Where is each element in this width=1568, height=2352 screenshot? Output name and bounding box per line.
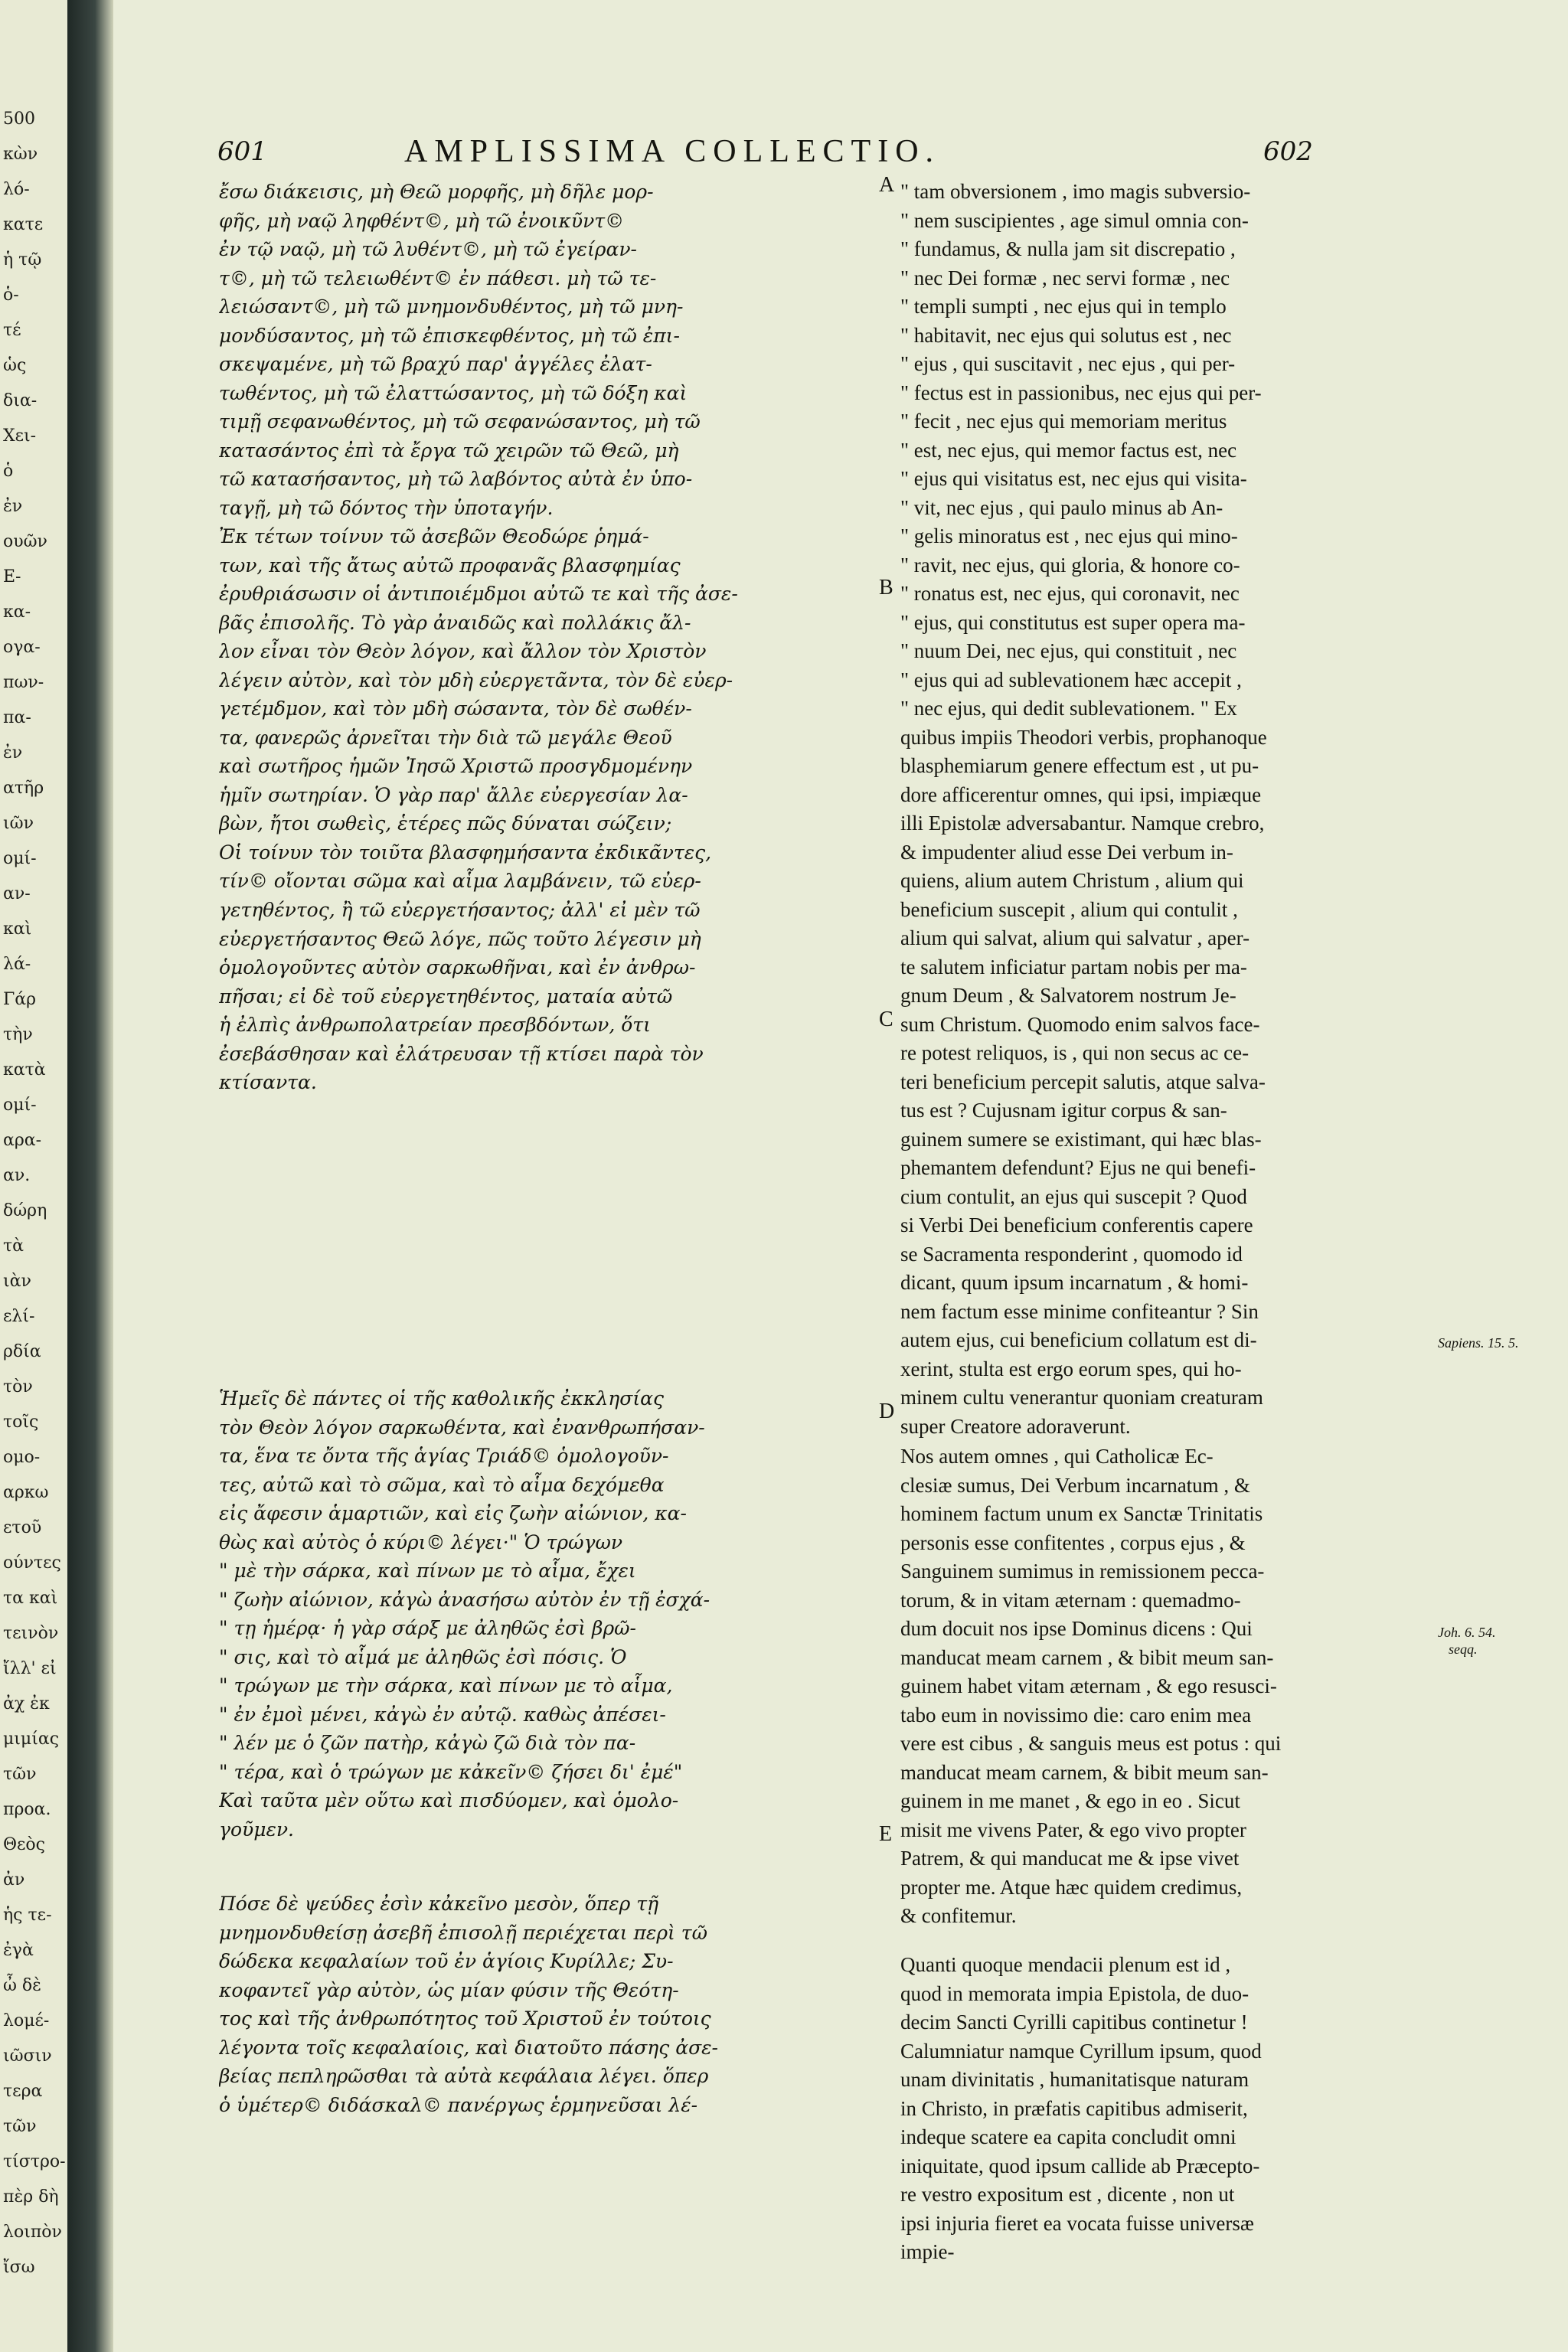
text-line: λον εἶναι τὸν Θεὸν λόγον, καὶ ἄλλον τὸν Χριστὸν xyxy=(219,640,707,662)
text-line: των, καὶ τῆς ἄτως αὐτῶ προφανᾶς βλασφημίας xyxy=(219,554,681,577)
previous-page-fragment: Γάρ xyxy=(3,990,37,1009)
previous-page-fragment: ὦ δὲ xyxy=(3,1976,41,1995)
text-line: se Sacramenta responderint , quomodo id xyxy=(900,1242,1243,1266)
text-line: illi Epistolæ adversabantur. Namque crebro, xyxy=(900,812,1265,835)
text-line: σκεψαμένε, μὴ τῶ βραχύ παρ' ἀγγέλες ἐλατ- xyxy=(219,353,652,375)
text-line: ἐν τῷ ναῷ, μὴ τῶ λυθέντ©, μὴ τῶ ἐγείραν- xyxy=(219,238,637,260)
previous-page-fragment: λομέ- xyxy=(3,2011,50,2030)
text-line: te salutem inficiatur partam nobis per ma- xyxy=(900,955,1247,978)
text-line: quiens, alium autem Christum , alium qui xyxy=(900,869,1244,892)
previous-page-fragment: ὁ xyxy=(3,462,14,481)
text-line: δώδεκα κεφαλαίων τοῦ ἐν ἁγίοις Κυρίλλε; Συ- xyxy=(219,1950,674,1972)
text-line: guinem habet vitam æternam , & ego resusci- xyxy=(900,1674,1277,1697)
text-line: impie- xyxy=(900,2240,955,2263)
text-line: si Verbi Dei beneficium conferentis capere xyxy=(900,1214,1253,1236)
previous-page-fragment: κατε xyxy=(3,215,44,234)
text-line: ipsi injuria fieret ea vocata fuisse universæ xyxy=(900,2211,1254,2235)
text-line: vere est cibus , & sanguis meus est potus : qui xyxy=(900,1732,1282,1755)
margin-note-sapiens: Sapiens. 15. 5. xyxy=(1438,1335,1519,1351)
text-line: ταγῇ, μὴ τῶ δόντος τὴν ὑποταγήν. xyxy=(219,496,554,519)
text-line: iniquitate, quod ipsum callide ab Præcepto- xyxy=(900,2154,1260,2177)
margin-note-joh: Joh. 6. 54. xyxy=(1438,1625,1496,1640)
text-line: τα, ἕνα τε ὄντα τῆς ἁγίας Τριάδ© ὁμολογοῦν- xyxy=(219,1445,669,1467)
previous-page-fragment: ιῶσιν xyxy=(3,2047,52,2066)
previous-page-fragment: δώρη xyxy=(3,1201,47,1220)
text-line: τες, αὐτῶ καὶ τὸ σῶμα, καὶ τὸ αἷμα δεχόμεθα xyxy=(219,1473,665,1496)
text-line: κτίσαντα. xyxy=(219,1071,317,1093)
previous-page-fragment: τα καὶ xyxy=(3,1589,58,1608)
text-line: autem ejus, cui beneficium collatum est di- xyxy=(900,1328,1257,1351)
text-line: " tam obversionem , imo magis subversio- xyxy=(900,180,1251,203)
section-letter-e: E xyxy=(879,1822,893,1846)
text-line: " fecit , nec ejus qui memoriam meritus xyxy=(900,410,1227,433)
text-line: alium qui salvat, alium qui salvatur , aper- xyxy=(900,926,1250,949)
text-line: γετέμδμον, καὶ τὸν μδὴ σώσαντα, τὸν δὲ σωθέν- xyxy=(219,697,692,720)
text-line: " nuum Dei, nec ejus, qui constituit , nec xyxy=(900,639,1237,662)
text-line: & impudenter aliud esse Dei verbum in- xyxy=(900,840,1233,864)
text-line: minem cultu venerantur quoniam creaturam xyxy=(900,1386,1263,1409)
text-line: " ejus, qui constitutus est super opera ma- xyxy=(900,610,1246,634)
text-line: xerint, stulta est ergo eorum spes, qui ho- xyxy=(900,1357,1242,1380)
text-line: φῆς, μὴ ναῷ ληφθέντ©, μὴ τῶ ἐνοικῦντ© xyxy=(219,209,625,232)
book-gutter xyxy=(67,0,113,2352)
text-line: " vit, nec ejus , qui paulo minus ab An- xyxy=(900,495,1223,519)
text-line: super Creatore adoraverunt. xyxy=(900,1414,1131,1438)
text-line: μονδύσαντος, μὴ τῶ ἐπισκεφθέντος, μὴ τῶ ἐπι- xyxy=(219,324,680,347)
text-line: in Christo, in præfatis capitibus admiserit, xyxy=(900,2096,1248,2120)
text-line: propter me. Atque hæc quidem credimus, xyxy=(900,1875,1243,1899)
previous-page-fragment: προα. xyxy=(3,1800,51,1819)
previous-page-fragment: λά- xyxy=(3,955,31,974)
text-line: hominem factum unum ex Sanctæ Trinitatis xyxy=(900,1502,1263,1525)
text-line: κατασάντος ἐπὶ τὰ ἔργα τῶ χειρῶν τῶ Θεῶ, μὴ xyxy=(219,439,679,462)
text-line: Ἐκ τέτων τοίνυν τῶ ἀσεβῶν Θεοδώρε ῥημά- xyxy=(219,525,649,547)
previous-page-fragment: τὰ xyxy=(3,1236,24,1256)
text-line: " τέρα, καὶ ὁ τρώγων με κἀκεῖν© ζήσει δι' ἐμέ" xyxy=(219,1760,683,1783)
previous-page-fragment: 500 xyxy=(3,109,35,129)
text-line: " ravit, nec ejus, qui gloria, & honore co- xyxy=(900,553,1240,577)
text-line: τὸν Θεὸν λόγον σαρκωθέντα, καὶ ἐνανθρωπήσαν- xyxy=(219,1416,705,1439)
text-line: Πόσε δὲ ψεύδες ἐσὶν κἀκεῖνο μεσὸν, ὅπερ τῇ xyxy=(219,1893,659,1915)
previous-page-fragment: ἡ τῷ xyxy=(3,250,42,270)
text-line: τῶ κατασήσαντος, μὴ τῶ λαβόντος αὐτὰ ἐν ὑπο- xyxy=(219,468,693,490)
greek-block-b xyxy=(219,522,862,896)
text-line: ἔσω διάκεισις, μὴ Θεῶ μορφῆς, μὴ δῆλε μορ- xyxy=(219,181,654,203)
text-line: βὼν, ἤτοι σωθεὶς, ἑτέρες πῶς δύναται σώζειν; xyxy=(219,812,672,835)
text-line: " nec Dei formæ , nec servi formæ , nec xyxy=(900,266,1230,289)
text-line: βᾶς ἐπισολῆς. Τὸ γὰρ ἀναιδῶς καὶ πολλάκις ἄλ- xyxy=(219,611,691,634)
text-line: " nec ejus, qui dedit sublevationem. " Ex xyxy=(900,697,1237,720)
text-line: quod in memorata impia Epistola, de duo- xyxy=(900,1981,1250,2005)
text-line: manducat meam carnem , & bibit meum san- xyxy=(900,1645,1274,1669)
running-title: AMPLISSIMA COLLECTIO. xyxy=(404,134,941,169)
previous-page-fragment: ἴλλ' εἰ xyxy=(3,1659,57,1678)
greek-block-e xyxy=(219,1890,862,2119)
text-line: ὁ ὑμέτερ© διδάσκαλ© πανέργως ἑρμηνεῦσαι λέ- xyxy=(219,2093,698,2116)
text-line: " ζωὴν αἰώνιον, κἀγὼ ἀνασήσω αὐτὸν ἐν τῇ ἐσχά- xyxy=(219,1588,710,1611)
left-page-number: 601 xyxy=(217,136,267,167)
previous-page-fragment: τοῖς xyxy=(3,1413,39,1432)
previous-page-fragment: ἡς τε- xyxy=(3,1906,52,1925)
section-letter-a: A xyxy=(879,173,895,197)
previous-page-fragment: ογα- xyxy=(3,638,41,657)
text-line: " ejus , qui suscitavit , nec ejus , qui per- xyxy=(900,352,1236,375)
previous-page-fragment: ελί- xyxy=(3,1307,35,1326)
previous-page-fragment: αρα- xyxy=(3,1131,42,1150)
previous-page-fragment: ἀχ ἐκ xyxy=(3,1694,50,1713)
text-line: tus est ? Cujusnam igitur corpus & san- xyxy=(900,1099,1227,1122)
text-line: λέγειν αὐτὸν, καὶ τὸν μδὴ εὐεργετᾶντα, τὸν δὲ εὐερ- xyxy=(219,668,733,691)
previous-page-fragment: ἀν xyxy=(3,1870,25,1890)
text-line: Ἡμεῖς δὲ πάντες οἱ τῆς καθολικῆς ἐκκλησίας xyxy=(219,1387,665,1410)
text-line: re vestro expositum est , dicente , non ut xyxy=(900,2183,1235,2206)
previous-page-fragment: αρκω xyxy=(3,1483,49,1502)
text-line: γετηθέντος, ἢ τῶ εὐεργετήσαντος; ἀλλ' εἰ μὲν τῶ xyxy=(219,899,701,921)
text-line: Καὶ ταῦτα μὲν οὕτω καὶ πισδύομεν, καὶ ὁμολο- xyxy=(219,1789,679,1811)
previous-page-fragment: ἐν xyxy=(3,497,23,516)
previous-page-fragment: κὼν xyxy=(3,145,38,164)
text-line: τος καὶ τῆς ἀνθρωπότητος τοῦ Χριστοῦ ἐν τούτοις xyxy=(219,2007,711,2030)
previous-page-fragment: λό- xyxy=(3,180,30,199)
text-line: clesiæ sumus, Dei Verbum incarnatum , & xyxy=(900,1473,1250,1497)
previous-page-fragment: τερα xyxy=(3,2082,43,2101)
book-page xyxy=(113,0,1568,2352)
text-line: κοφαντεῖ γὰρ αὐτὸν, ὡς μίαν φύσιν τῆς Θεότη- xyxy=(219,1978,679,2001)
latin-block-c xyxy=(900,1951,1544,2267)
text-line: " μὲ τὴν σάρκα, καὶ πίνων με τὸ αἷμα, ἔχει xyxy=(219,1560,636,1582)
previous-page-fragment: ρδία xyxy=(3,1342,41,1361)
text-line: Οἱ τοίνυν τὸν τοιῦτα βλασφημήσαντα ἐκδικᾶντες, xyxy=(219,841,712,864)
text-line: nem factum esse minime confiteantur ? Sin xyxy=(900,1299,1259,1323)
text-line: τιμῇ σεφανωθέντος, μὴ τῶ σεφανώσαντος, μὴ τῶ xyxy=(219,410,701,433)
text-line: " ejus qui ad sublevationem hæc accepit , xyxy=(900,668,1242,691)
text-line: θὼς καὶ αὐτὸς ὁ κύρι© λέγει·" Ὁ τρώγων xyxy=(219,1530,623,1553)
text-line: guinem sumere se existimant, qui hæc blas- xyxy=(900,1127,1262,1151)
text-line: ἐσεβάσθησαν καὶ ἐλάτρευσαν τῇ κτίσει παρὰ τὸν xyxy=(219,1042,704,1065)
text-line: misit me vivens Pater, & ego vivo propter xyxy=(900,1818,1246,1841)
text-line: guinem in me manet , & ego in eo . Sicut xyxy=(900,1789,1240,1812)
latin-block-a xyxy=(900,178,1544,1441)
text-line: " nem suscipientes , age simul omnia con- xyxy=(900,208,1249,232)
text-line: dum docuit nos ipse Dominus dicens : Qui xyxy=(900,1617,1253,1640)
text-line: sum Christum. Quomodo enim salvos face- xyxy=(900,1012,1260,1036)
text-line: βείας πεπληρῶσθαι τὰ αὐτὰ κεφάλαια λέγει. ὅπερ xyxy=(219,2065,709,2087)
previous-page-fragment: τεινὸν xyxy=(3,1624,59,1643)
text-line: ὁμολογοῦντες αὐτὸν σαρκωθῆναι, καὶ ἐν ἀνθρω- xyxy=(219,956,696,978)
previous-page-fragment: τῶν xyxy=(3,1765,37,1784)
text-line: Quanti quoque mendacii plenum est id , xyxy=(900,1953,1231,1976)
text-line: " est, nec ejus, qui memor factus est, nec xyxy=(900,438,1237,462)
section-letter-b: B xyxy=(879,576,893,599)
text-line: tabo eum in novissimo die: caro enim mea xyxy=(900,1703,1252,1726)
text-line: decim Sancti Cyrilli capitibus continetur ! xyxy=(900,2011,1248,2034)
right-page-number: 602 xyxy=(1263,136,1313,167)
previous-page-fragment: ομο- xyxy=(3,1448,41,1467)
previous-page-fragment: αν- xyxy=(3,884,31,903)
text-line: εἰς ἄφεσιν ἁμαρτιῶν, καὶ εἰς ζωὴν αἰώνιον, κα- xyxy=(219,1502,687,1524)
text-line: dicant, quum ipsum incarnatum , & homi- xyxy=(900,1271,1249,1294)
previous-page-fragment: ουῶν xyxy=(3,532,47,551)
text-line: & confitemur. xyxy=(900,1904,1017,1927)
text-line: quibus impiis Theodori verbis, prophanoque xyxy=(900,725,1267,749)
previous-page-fragment: κα- xyxy=(3,603,31,622)
latin-block-b xyxy=(900,1442,1544,1931)
text-line: " habitavit, nec ejus qui solutus est , nec xyxy=(900,323,1232,347)
previous-page-fragment: κατὰ xyxy=(3,1060,46,1080)
text-line: " gelis minoratus est , nec ejus qui mino- xyxy=(900,524,1238,547)
previous-page-fragment: ιῶν xyxy=(3,814,34,833)
greek-block-d xyxy=(219,1384,862,1844)
previous-page-fragment: τέ xyxy=(3,321,21,340)
text-line: Calumniatur namque Cyrillum ipsum, quod xyxy=(900,2039,1262,2063)
previous-page-fragment: Χει- xyxy=(3,426,37,446)
text-line: γοῦμεν. xyxy=(219,1818,294,1841)
text-line: " ejus qui visitatus est, nec ejus qui visita- xyxy=(900,467,1247,490)
text-line: καὶ σωτῆρος ἡμῶν Ἰησῶ Χριστῶ προσγδμομένην xyxy=(219,755,693,777)
text-line: torum, & in vitam æternam : quemadmo- xyxy=(900,1588,1241,1612)
text-line: phemantem defendunt? Ejus ne qui benefi- xyxy=(900,1156,1256,1179)
text-line: " ronatus est, nec ejus, qui coronavit, nec xyxy=(900,582,1240,605)
previous-page-fragment: ομί- xyxy=(3,1096,37,1115)
text-line: re potest reliquos, is , qui non secus ac ce- xyxy=(900,1041,1250,1064)
previous-page-fragment: ὡς xyxy=(3,356,27,375)
section-letter-d: D xyxy=(879,1400,895,1423)
text-line: τα, φανερῶς ἀρνεῖται τὴν διὰ τῶ μεγάλε Θεοῦ xyxy=(219,726,672,749)
text-line: Nos autem omnes , qui Catholicæ Ec- xyxy=(900,1445,1214,1468)
text-line: ἐρυθριάσωσιν οἱ ἀντιποιέμδμοι αὐτῶ τε καὶ τῆς ἀσε- xyxy=(219,583,738,605)
text-line: εὐεργετήσαντος Θεῶ λόγε, πῶς τοῦτο λέγεσιν μὴ xyxy=(219,927,701,950)
previous-page-fragment: πων- xyxy=(3,673,44,692)
previous-page-fragment: πα- xyxy=(3,708,31,727)
previous-page-fragment: τὴν xyxy=(3,1025,33,1044)
text-line: λέγοντα τοῖς κεφαλαίοις, καὶ διατοῦτο πάσης ἀσε- xyxy=(219,2036,719,2059)
previous-page-fragment: λοιπὸν xyxy=(3,2223,62,2242)
text-line: beneficium suscepit , alium qui contulit , xyxy=(900,897,1238,921)
previous-page-fragment: ετοῦ xyxy=(3,1518,42,1537)
text-line: τίν© οἴονται σῶμα καὶ αἷμα λαμβάνειν, τῶ εὐερ- xyxy=(219,870,701,892)
previous-page-fragment: ὁ- xyxy=(3,286,19,305)
previous-page-fragment: καὶ xyxy=(3,920,32,939)
previous-page-fragment: ἐγὰ xyxy=(3,1941,34,1960)
text-line: personis esse confitentes , corpus ejus , & xyxy=(900,1530,1246,1554)
text-line: τ©, μὴ τῶ τελειωθέντ© ἐν πάθεσι. μὴ τῶ τε- xyxy=(219,266,657,289)
previous-page-fragment: ἐν xyxy=(3,743,23,763)
greek-block-c xyxy=(219,896,862,1097)
previous-page-edge xyxy=(0,0,70,2352)
text-line: " τρώγων με τὴν σάρκα, καὶ πίνων με τὸ αἷμα, xyxy=(219,1674,673,1697)
text-line: ἡ ἐλπὶς ἀνθρωπολατρείαν πρεσβδόντων, ὅτι xyxy=(219,1014,651,1036)
text-line: Sanguinem sumimus in remissionem pecca- xyxy=(900,1560,1265,1583)
margin-note-joh-seqq: seqq. xyxy=(1449,1642,1478,1657)
text-line: μνημονδυθείσῃ ἀσεβῆ ἐπισολῇ περιέχεται περὶ τῶ xyxy=(219,1921,708,1944)
previous-page-fragment: μιμίας xyxy=(3,1730,60,1749)
previous-page-fragment: ατῆρ xyxy=(3,779,44,798)
previous-page-fragment: ομί- xyxy=(3,849,37,868)
section-letter-c: C xyxy=(879,1008,893,1031)
previous-page-fragment: ἴσω xyxy=(3,2258,35,2277)
text-line: ἡμῖν σωτηρίαν. Ὁ γὰρ παρ' ἄλλε εὐεργεσίαν λα- xyxy=(219,783,688,806)
text-line: blasphemiarum genere effectum est , ut pu- xyxy=(900,754,1259,777)
text-line: manducat meam carnem, & bibit meum san- xyxy=(900,1760,1269,1784)
previous-page-fragment: αν. xyxy=(3,1166,31,1185)
previous-page-fragment: ιὰν xyxy=(3,1272,31,1291)
text-line: unam divinitatis , humanitatisque naturam xyxy=(900,2068,1250,2091)
text-line: " ἐν ἐμοὶ μένει, κἀγὼ ἐν αὐτῷ. καθὼς ἀπέσει- xyxy=(219,1703,666,1726)
text-line: Patrem, & qui manducat me & ipse vivet xyxy=(900,1847,1240,1870)
text-line: cium contulit, an ejus qui suscepit ? Quod xyxy=(900,1184,1247,1208)
text-line: gnum Deum , & Salvatorem nostrum Je- xyxy=(900,984,1236,1007)
text-line: " templi sumpti , nec ejus qui in templo xyxy=(900,295,1227,318)
previous-page-fragment: Ε- xyxy=(3,567,21,586)
text-line: " λέν με ὁ ζῶν πατὴρ, κἀγὼ ζῶ διὰ τὸν πα- xyxy=(219,1732,636,1754)
text-line: πῆσαι; εἰ δὲ τοῦ εὐεργετηθέντος, ματαία αὐτῶ xyxy=(219,985,673,1008)
previous-page-fragment: τίστρο- xyxy=(3,2152,66,2171)
text-line: " fectus est in passionibus, nec ejus qui per- xyxy=(900,381,1262,404)
text-line: τωθέντος, μὴ τῶ ἐλαττώσαντος, μὴ τῶ δόξη καὶ xyxy=(219,381,688,404)
text-line: indeque scatere ea capita concludit omni xyxy=(900,2125,1236,2148)
text-line: " fundamus, & nulla jam sit discrepatio , xyxy=(900,237,1236,260)
previous-page-fragment: πὲρ δὴ xyxy=(3,2187,59,2207)
previous-page-fragment: Θεὸς xyxy=(3,1835,45,1854)
text-line: teri beneficium percepit salutis, atque salva- xyxy=(900,1070,1266,1093)
text-line: λειώσαντ©, μὴ τῶ μνημονδυθέντος, μὴ τῶ μνη- xyxy=(219,296,684,318)
text-line: dore afficerentur omnes, qui ipsi, impiæque xyxy=(900,782,1262,806)
previous-page-fragment: τῶν xyxy=(3,2117,37,2136)
previous-page-fragment: ούντες xyxy=(3,1553,61,1573)
previous-page-fragment: δια- xyxy=(3,391,38,410)
text-line: " σις, καὶ τὸ αἷμά με ἀληθῶς ἐσὶ πόσις. Ὁ xyxy=(219,1645,627,1668)
greek-block-a xyxy=(219,178,862,522)
previous-page-fragment: τὸν xyxy=(3,1377,33,1396)
running-head xyxy=(113,136,1568,175)
text-line: " τῃ ἡμέρᾳ· ἡ γὰρ σάρξ με ἀληθῶς ἐσὶ βρῶ- xyxy=(219,1617,636,1639)
